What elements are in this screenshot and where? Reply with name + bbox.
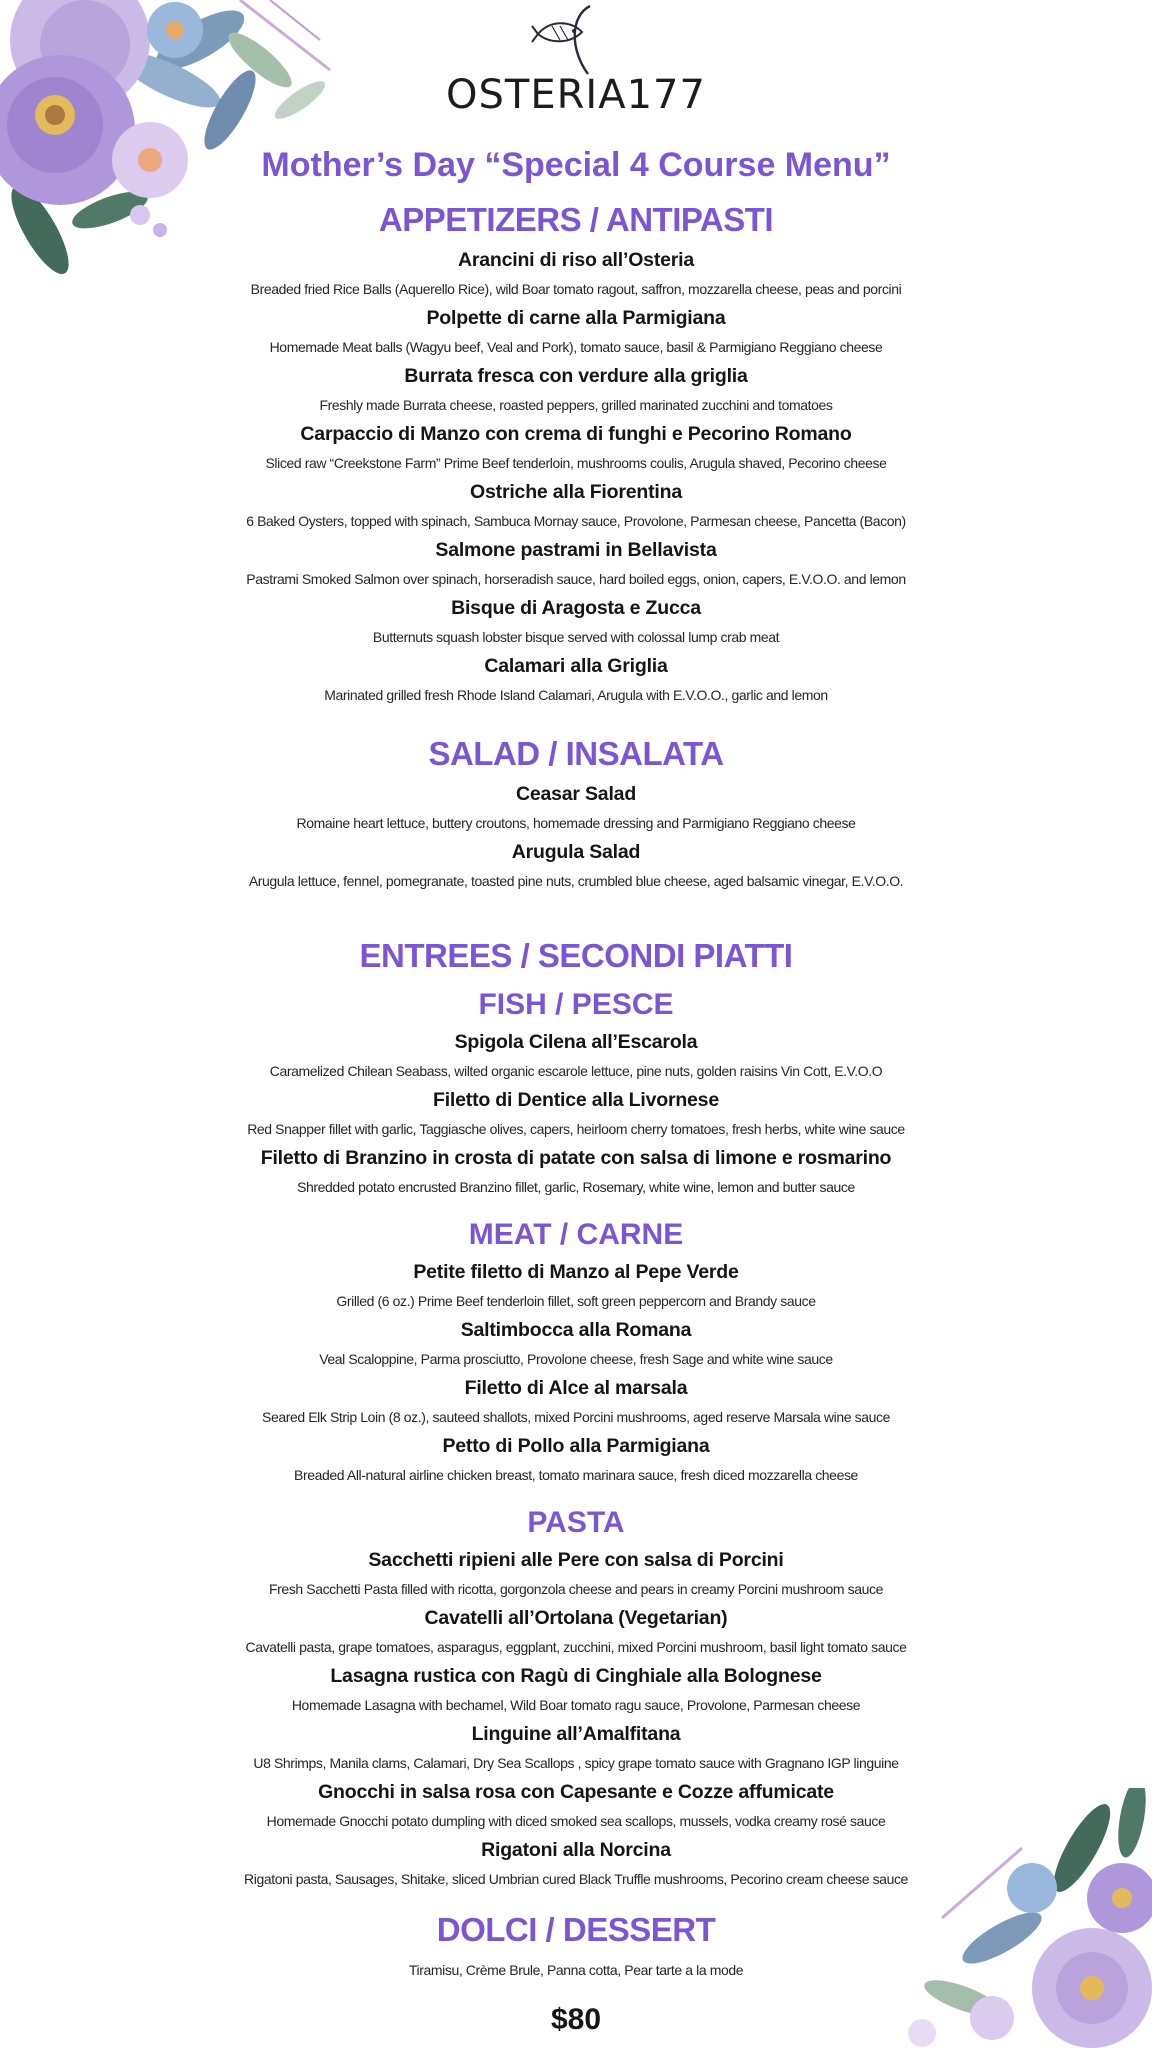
section-title-entrees: ENTREES / SECONDI PIATTI <box>359 937 793 974</box>
section-title-dessert: DOLCI / DESSERT <box>436 1911 716 1948</box>
meat-subsection <box>0 1212 1152 1490</box>
fish-subsection <box>0 982 1152 1202</box>
item-name: Calamari alla Griglia <box>484 655 668 677</box>
item-name: Petite filetto di Manzo al Pepe Verde <box>413 1261 739 1283</box>
menu-price: $80 <box>550 2003 602 2036</box>
menu-item <box>0 1086 1152 1144</box>
menu-item <box>0 838 1152 896</box>
item-description: Seared Elk Strip Loin (8 oz.), sauteed shallots, mixed Porcini mushrooms, aged reserve Marsala wine sauce <box>262 1409 890 1425</box>
item-description: Arugula lettuce, fennel, pomegranate, toasted pine nuts, crumbled blue cheese, aged balsamic vinegar, E.V.O.O. <box>248 873 904 889</box>
brand-name: OSTERIA177 <box>446 72 706 118</box>
item-description: Caramelized Chilean Seabass, wilted organic escarole lettuce, pine nuts, golden raisins Vin Cott, E.V.O.O <box>269 1063 883 1079</box>
menu-item <box>0 536 1152 594</box>
item-description: Shredded potato encrusted Branzino fillet, garlic, Rosemary, white wine, lemon and butter sauce <box>297 1179 855 1195</box>
subsection-title-pasta: PASTA <box>527 1506 625 1539</box>
item-description: Breaded All-natural airline chicken breast, tomato marinara sauce, fresh diced mozzarella cheese <box>294 1467 858 1483</box>
item-description: Red Snapper fillet with garlic, Taggiasche olives, capers, heirloom cherry tomatoes, fresh herbs, white wine sauce <box>247 1121 905 1137</box>
item-description: Homemade Lasagna with bechamel, Wild Boar tomato ragu sauce, Provolone, Parmesan cheese <box>291 1697 861 1713</box>
menu-item <box>0 652 1152 710</box>
item-name: Rigatoni alla Norcina <box>481 1839 671 1861</box>
item-name: Sacchetti ripieni alle Pere con salsa di Porcini <box>368 1549 784 1571</box>
dessert-section <box>0 1904 1152 1985</box>
item-description: Marinated grilled fresh Rhode Island Calamari, Arugula with E.V.O.O., garlic and lemon <box>324 687 828 703</box>
entrees-section <box>0 930 1152 1894</box>
item-description: Sliced raw “Creekstone Farm” Prime Beef tenderloin, mushrooms coulis, Arugula shaved, Pecorino cheese <box>265 455 887 471</box>
fish-icon <box>530 4 620 76</box>
item-name: Spigola Cilena all’Escarola <box>454 1031 698 1053</box>
item-name: Polpette di carne alla Parmigiana <box>426 307 726 329</box>
menu-item <box>0 1144 1152 1202</box>
item-description: Breaded fried Rice Balls (Aquerello Rice), wild Boar tomato ragout, saffron, mozzarella cheese, peas and porcini <box>250 281 902 297</box>
item-description: Homemade Gnocchi potato dumpling with diced smoked sea scallops, mussels, vodka creamy rosé sauce <box>266 1813 886 1829</box>
salad-section <box>0 728 1152 896</box>
subsection-title-meat: MEAT / CARNE <box>468 1218 684 1251</box>
item-description: Romaine heart lettuce, buttery croutons, homemade dressing and Parmigiano Reggiano cheese <box>296 815 856 831</box>
menu-item <box>0 1028 1152 1086</box>
menu-item <box>0 1662 1152 1720</box>
menu-item <box>0 1374 1152 1432</box>
item-name: Arancini di riso all’Osteria <box>457 249 695 271</box>
item-description: Freshly made Burrata cheese, roasted peppers, grilled marinated zucchini and tomatoes <box>319 397 833 413</box>
menu-item <box>0 1836 1152 1894</box>
item-description: 6 Baked Oysters, topped with spinach, Sambuca Mornay sauce, Provolone, Parmesan cheese, Pancetta (Bacon) <box>246 513 906 529</box>
menu <box>0 136 1152 2045</box>
item-name: Filetto di Dentice alla Livornese <box>433 1089 719 1111</box>
menu-item <box>0 478 1152 536</box>
appetizers-section <box>0 194 1152 710</box>
item-description: Rigatoni pasta, Sausages, Shitake, sliced Umbrian cured Black Truffle mushrooms, Pecorino cream cheese sauce <box>244 1871 908 1887</box>
item-description: Grilled (6 oz.) Prime Beef tenderloin fillet, soft green peppercorn and Brandy sauce <box>336 1293 816 1309</box>
subsection-title-fish: FISH / PESCE <box>478 988 674 1021</box>
menu-item <box>0 1778 1152 1836</box>
item-description: Cavatelli pasta, grape tomatoes, asparagus, eggplant, zucchini, mixed Porcini mushroom, basil light tomato sauce <box>245 1639 907 1655</box>
item-name: Lasagna rustica con Ragù di Cinghiale alla Bolognese <box>330 1665 822 1687</box>
menu-item <box>0 362 1152 420</box>
item-name: Salmone pastrami in Bellavista <box>435 539 717 561</box>
logo <box>0 0 1152 120</box>
item-name: Cavatelli all’Ortolana (Vegetarian) <box>424 1607 728 1629</box>
item-description: Homemade Meat balls (Wagyu beef, Veal and Pork), tomato sauce, basil & Parmigiano Reggiano cheese <box>269 339 883 355</box>
menu-item <box>0 420 1152 478</box>
menu-item <box>0 1604 1152 1662</box>
item-name: Carpaccio di Manzo con crema di funghi e Pecorino Romano <box>300 423 852 445</box>
menu-item <box>0 1316 1152 1374</box>
item-name: Saltimbocca alla Romana <box>460 1319 692 1341</box>
section-title-appetizers: APPETIZERS / ANTIPASTI <box>378 201 774 238</box>
item-name: Filetto di Alce al marsala <box>464 1377 688 1399</box>
menu-item <box>0 1720 1152 1778</box>
pasta-subsection <box>0 1500 1152 1894</box>
item-name: Filetto di Branzino in crosta di patate con salsa di limone e rosmarino <box>260 1147 892 1169</box>
menu-title: Mother’s Day “Special 4 Course Menu” <box>261 146 891 184</box>
item-name: Gnocchi in salsa rosa con Capesante e Cozze affumicate <box>318 1781 834 1803</box>
dessert-description: Tiramisu, Crème Brule, Panna cotta, Pear tarte a la mode <box>408 1962 744 1978</box>
menu-item <box>0 594 1152 652</box>
item-name: Ostriche alla Fiorentina <box>470 481 682 503</box>
item-description: Pastrami Smoked Salmon over spinach, horseradish sauce, hard boiled eggs, onion, capers, E.V.O.O. and lemon <box>246 571 906 587</box>
menu-item <box>0 304 1152 362</box>
menu-item <box>0 1546 1152 1604</box>
menu-item <box>0 1258 1152 1316</box>
item-description: Fresh Sacchetti Pasta filled with ricotta, gorgonzola cheese and pears in creamy Porcini mushroom sauce <box>268 1581 883 1597</box>
item-name: Petto di Pollo alla Parmigiana <box>442 1435 710 1457</box>
section-title-salad: SALAD / INSALATA <box>428 735 724 772</box>
item-name: Burrata fresca con verdure alla griglia <box>404 365 748 387</box>
menu-item <box>0 780 1152 838</box>
item-name: Bisque di Aragosta e Zucca <box>451 597 701 619</box>
item-name: Arugula Salad <box>511 841 641 863</box>
menu-item <box>0 1432 1152 1490</box>
item-description: Veal Scaloppine, Parma prosciutto, Provolone cheese, fresh Sage and white wine sauce <box>319 1351 833 1367</box>
item-description: Butternuts squash lobster bisque served with colossal lump crab meat <box>372 629 780 645</box>
item-description: U8 Shrimps, Manila clams, Calamari, Dry Sea Scallops , spicy grape tomato sauce with Gragnano IGP linguine <box>253 1755 899 1771</box>
item-name: Ceasar Salad <box>515 783 637 805</box>
menu-item <box>0 246 1152 304</box>
item-name: Linguine all’Amalfitana <box>471 1723 681 1745</box>
